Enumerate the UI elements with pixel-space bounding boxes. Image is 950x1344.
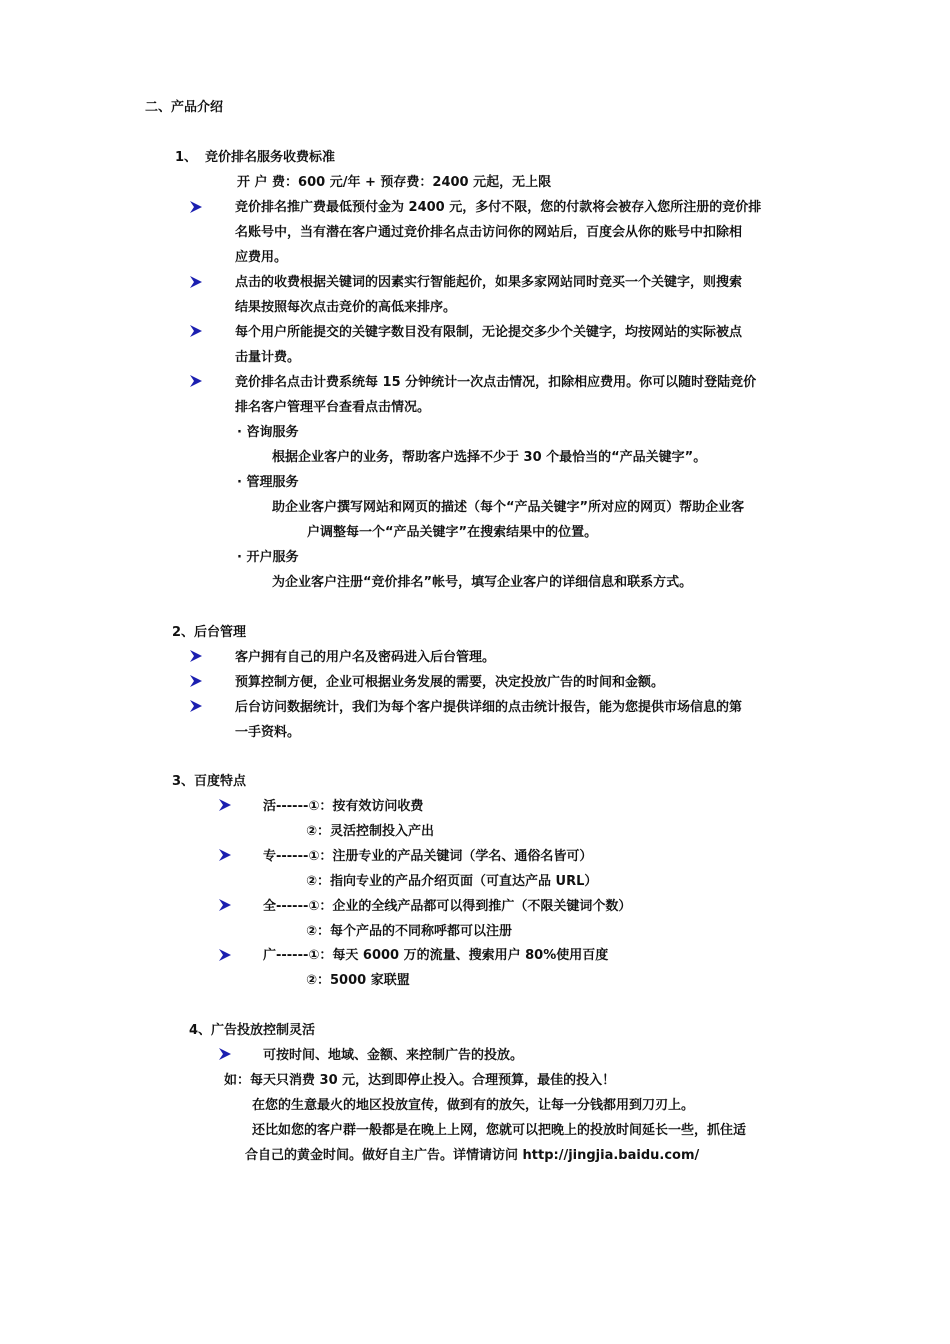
s1-bullet-2-line-1: 点击的收费根据关键词的因素实行智能起价，如果多家网站同时竞买一个关键字，则搜索: [235, 275, 743, 290]
s1-bullet-2-line-2: 结果按照每次点击竞价的高低来排序。: [235, 300, 457, 315]
s2-bullet-3-line-2: 一手资料。: [235, 725, 301, 740]
s1-bullet-4-line-1: 竞价排名点击计费系统每 15 分钟统计一次点击情况，扣除相应费用。你可以随时登陆竞价: [235, 375, 757, 390]
arrow-bullet-icon: [189, 324, 203, 338]
arrow-bullet-icon: [218, 1047, 232, 1061]
s2-bullet-2: 预算控制方便，企业可根据业务发展的需要，决定投放广告的时间和金额。: [235, 675, 665, 690]
section-title: 二、产品介绍: [145, 100, 224, 115]
feature-huo-b: ②：灵活控制投入产出: [306, 824, 435, 839]
s4-line-1: 在您的生意最火的地区投放宣传，做到有的放矢，让每一分钱都用到刀刃上。: [252, 1098, 695, 1113]
s4-line-2: 还比如您的客户群一般都是在晚上上网，您就可以把晚上的投放时间延长一些，抓住适: [252, 1123, 747, 1138]
feature-huo-a: 活------①：按有效访问收费: [263, 799, 424, 814]
s4-example: 如：每天只消费 30 元，达到即停止投入。合理预算，最佳的投入！: [224, 1073, 616, 1088]
service-manage-text-1: 助企业客户撰写网站和网页的描述（每个“产品关键字”所对应的网页）帮助企业客: [272, 500, 745, 515]
s1-heading: 竞价排名服务收费标准: [205, 150, 336, 165]
s1-bullet-1-line-1: 竞价排名推广费最低预付金为 2400 元，多付不限，您的付款将会被存入您所注册的竞价排: [235, 200, 762, 215]
arrow-bullet-icon: [189, 275, 203, 289]
s1-bullet-3-line-1: 每个用户所能提交的关键字数目没有限制，无论提交多少个关键字，均按网站的实际被点: [235, 325, 743, 340]
arrow-bullet-icon: [189, 699, 203, 713]
arrow-bullet-icon: [218, 848, 232, 862]
fee-line: 开 户 费：600 元/年 + 预存费：2400 元起，无上限: [237, 175, 552, 190]
s4-heading: 4、广告投放控制灵活: [189, 1023, 316, 1038]
s4-line-3: 合自己的黄金时间。做好自主广告。详情请访问 http://jingjia.baidu.com/: [245, 1148, 700, 1163]
arrow-bullet-icon: [189, 374, 203, 388]
s3-heading: 3、百度特点: [172, 774, 247, 789]
s4-bullet: 可按时间、地域、金额、来控制广告的投放。: [263, 1048, 524, 1063]
feature-guang-a: 广------①：每天 6000 万的流量、搜索用户 80%使用百度: [263, 948, 609, 963]
service-open-title: · 开户服务: [237, 550, 299, 565]
service-manage-text-2: 户调整每一个“产品关键字”在搜索结果中的位置。: [307, 525, 598, 540]
s1-bullet-4-line-2: 排名客户管理平台查看点击情况。: [235, 400, 431, 415]
s2-bullet-1: 客户拥有自己的用户名及密码进入后台管理。: [235, 650, 496, 665]
feature-guang-b: ②：5000 家联盟: [306, 973, 410, 988]
arrow-bullet-icon: [189, 649, 203, 663]
s2-heading: 2、后台管理: [172, 625, 247, 640]
s1-bullet-1-line-2: 名账号中，当有潜在客户通过竞价排名点击访问你的网站后，百度会从你的账号中扣除相: [235, 225, 743, 240]
feature-quan-b: ②：每个产品的不同称呼都可以注册: [306, 924, 513, 939]
arrow-bullet-icon: [218, 898, 232, 912]
s1-bullet-3-line-2: 击量计费。: [235, 350, 301, 365]
s1-heading-number: 1、: [175, 150, 198, 165]
feature-zhuan-b: ②：指向专业的产品介绍页面（可直达产品 URL）: [306, 874, 598, 889]
arrow-bullet-icon: [189, 674, 203, 688]
s2-bullet-3-line-1: 后台访问数据统计，我们为每个客户提供详细的点击统计报告，能为您提供市场信息的第: [235, 700, 743, 715]
service-consult-text: 根据企业客户的业务，帮助客户选择不少于 30 个最恰当的“产品关键字”。: [272, 450, 707, 465]
service-manage-title: · 管理服务: [237, 475, 299, 490]
service-open-text: 为企业客户注册“竞价排名”帐号，填写企业客户的详细信息和联系方式。: [272, 575, 693, 590]
s1-bullet-1-line-3: 应费用。: [235, 250, 288, 265]
arrow-bullet-icon: [189, 200, 203, 214]
service-consult-title: · 咨询服务: [237, 425, 299, 440]
arrow-bullet-icon: [218, 798, 232, 812]
arrow-bullet-icon: [218, 948, 232, 962]
feature-quan-a: 全------①：企业的全线产品都可以得到推广（不限关键词个数）: [263, 899, 632, 914]
feature-zhuan-a: 专------①：注册专业的产品关键词（学名、通俗名皆可）: [263, 849, 593, 864]
